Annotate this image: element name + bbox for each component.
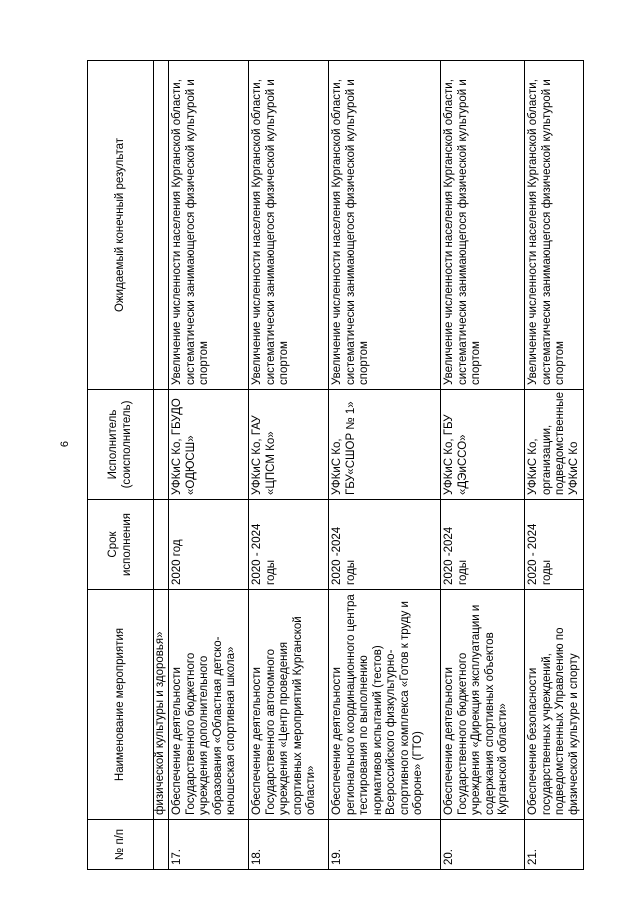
cell-term: 2020 - 2024 годы bbox=[249, 500, 329, 590]
continuation-row bbox=[154, 61, 169, 870]
cell-result: Увеличение численности населения Курганской области, систематически занимающегося физической культурой и спортом bbox=[329, 61, 441, 390]
cell-num: 20. bbox=[441, 820, 525, 870]
cell-term bbox=[154, 500, 169, 590]
cell-result: Увеличение численности населения Курганской области, систематически занимающегося физической культурой и спортом bbox=[169, 61, 249, 390]
cell-result bbox=[154, 61, 169, 390]
cell-num: 19. bbox=[329, 820, 441, 870]
cell-term: 2020 год bbox=[169, 500, 249, 590]
cell-executor: УФКиС Ко, ГБУ«СШОР № 1» bbox=[329, 390, 441, 500]
table-container bbox=[87, 60, 580, 870]
cell-executor: УФКиС Ко, ГБУДО «ОДЮСШ» bbox=[169, 390, 249, 500]
header-executor: Исполнитель (соисполнитель) bbox=[88, 390, 154, 500]
measures-table bbox=[87, 60, 584, 870]
cell-executor: УФКиС Ко, ГБУ «ДЭиССО» bbox=[441, 390, 525, 500]
header-result: Ожидаемый конечный результат bbox=[88, 61, 154, 390]
table-header-row bbox=[88, 61, 154, 870]
page-number: 6 bbox=[59, 440, 72, 448]
cell-name: Обеспечение деятельности Государственного бюджетного учреждения «Дирекция эксплуатации и содержания спортивных объектов Курганской области» bbox=[441, 590, 525, 820]
cell-result: Увеличение численности населения Курганской области, систематически занимающегося физической культурой и спортом bbox=[441, 61, 525, 390]
cell-term: 2020 -2024 годы bbox=[441, 500, 525, 590]
cell-name: Обеспечение деятельности Государственного автономного учреждения «Центр проведения спортивных мероприятий Курганской области» bbox=[249, 590, 329, 820]
cell-num bbox=[154, 820, 169, 870]
header-name: Наименование мероприятия bbox=[88, 590, 154, 820]
header-num: № п/п bbox=[88, 820, 154, 870]
table-row bbox=[169, 61, 249, 870]
cell-executor bbox=[154, 390, 169, 500]
table-row bbox=[441, 61, 525, 870]
cell-result: Увеличение численности населения Курганской области, систематически занимающегося физической культурой и спортом bbox=[249, 61, 329, 390]
cell-name: Обеспечение деятельности регионального координационного центра тестирования по выполнению нормативов испытаний (тестов) Всероссийского физкультурно-спортивного комплекса «Готов к труду и обороне» (ГТО) bbox=[329, 590, 441, 820]
table-row bbox=[525, 61, 584, 870]
cell-name: физической культуры и здоровья» bbox=[154, 590, 169, 820]
cell-num: 18. bbox=[249, 820, 329, 870]
cell-num: 17. bbox=[169, 820, 249, 870]
table-row bbox=[329, 61, 441, 870]
cell-executor: УФКиС Ко, ГАУ «ЦПСМ Ко» bbox=[249, 390, 329, 500]
table-row bbox=[249, 61, 329, 870]
cell-term: 2020 - 2024 годы bbox=[525, 500, 584, 590]
cell-name: Обеспечение деятельности Государственного бюджетного учреждения дополнительного образования «Областная детско-юношеская спортивная школа» bbox=[169, 590, 249, 820]
header-term: Срок исполнения bbox=[88, 500, 154, 590]
cell-result: Увеличение численности населения Курганской области, систематически занимающегося физической культурой и спортом bbox=[525, 61, 584, 390]
cell-term: 2020 -2024 годы bbox=[329, 500, 441, 590]
rotated-table-frame bbox=[87, 60, 580, 870]
cell-num: 21. bbox=[525, 820, 584, 870]
cell-executor: УФКиС Ко, организации, подведомственные УФКиС Ко bbox=[525, 390, 584, 500]
cell-name: Обеспечение безопасности государственных учреждений, подведомственных Управлению по физической культуре и спорту bbox=[525, 590, 584, 820]
